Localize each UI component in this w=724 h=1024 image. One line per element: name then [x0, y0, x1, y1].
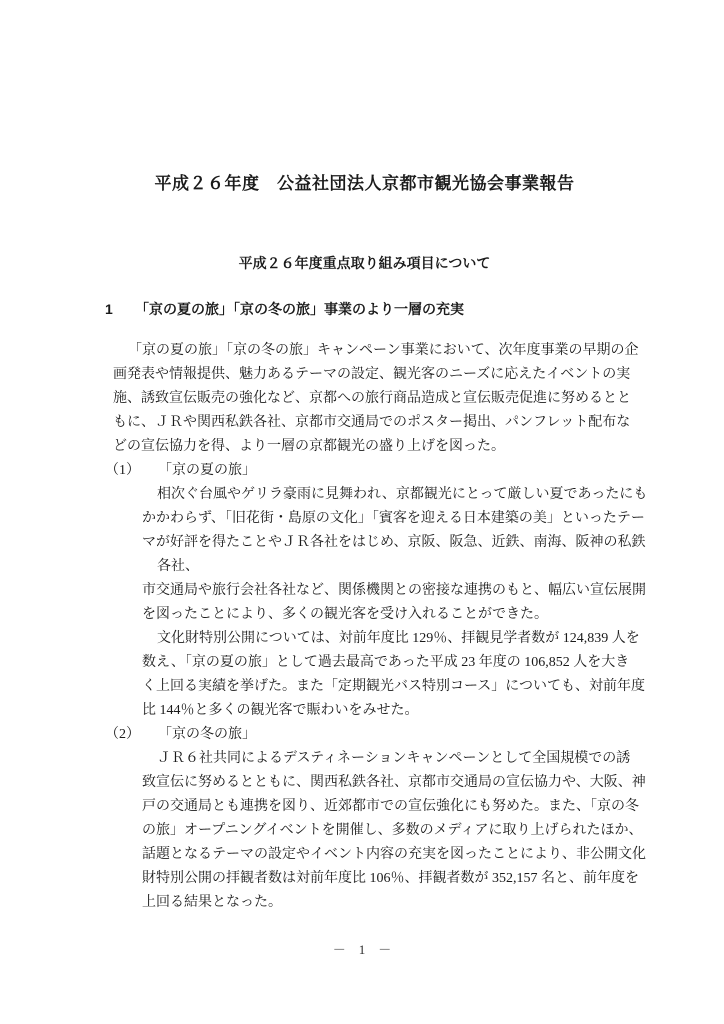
- item-title-2: 「京の冬の旅」: [158, 727, 256, 742]
- paragraph-line: どの宣伝協力を得、より一層の京都観光の盛り上げを図った。: [113, 439, 505, 454]
- intro-paragraph: [113, 339, 639, 459]
- paragraph-line: 数え、「京の夏の旅」として過去最高であった平成 23 年度の 106,852 人を大き: [142, 655, 630, 670]
- paragraph-line: マが好評を得たことやＪＲ各社をはじめ、京阪、阪急、近鉄、南海、阪神の私鉄: [142, 535, 646, 550]
- paragraph-line: 施、誘致宣伝販売の強化など、京都への旅行商品造成と宣伝販売促進に努めるとと: [113, 391, 631, 406]
- item-label-2: [105, 723, 624, 747]
- page-number: － 1 －: [332, 942, 392, 957]
- paragraph-line: 話題となるテーマの設定やイベント内容の充実を図ったことにより、非公開文化: [142, 847, 646, 862]
- item-1-paragraph-1: [142, 483, 648, 627]
- document-subtitle: 平成２６年度重点取り組み項目について: [238, 255, 491, 271]
- item-title-1: 「京の夏の旅」: [158, 463, 256, 478]
- paragraph-line: を図ったことにより、多くの観光客を受け入れることができた。: [142, 607, 548, 622]
- paragraph-line: 各社、: [157, 559, 199, 574]
- paragraph-line: 比 144％と多くの観光客で賑わいをみせた。: [142, 703, 419, 718]
- paragraph-line: 相次ぐ台風やゲリラ豪雨に見舞われ、京都観光にとって厳しい夏であったにも: [157, 487, 648, 502]
- paragraph-line: もに、ＪＲや関西私鉄各社、京都市交通局でのポスター掲出、パンフレット配布な: [113, 415, 631, 430]
- item-1-paragraph-2: [142, 627, 646, 723]
- paragraph-line: かかわらず、「旧花街・島原の文化」「賓客を迎える日本建築の美」といったテー: [142, 511, 645, 526]
- item-number-2: （2）: [105, 727, 140, 742]
- section-heading: [105, 300, 624, 318]
- paragraph-line: 上回る結果となった。: [142, 895, 282, 910]
- paragraph-line: 画発表や情報提供、魅力あるテーマの設定、観光客のニーズに応えたイベントの実: [113, 367, 631, 382]
- paragraph-line: 市交通局や旅行会社各社など、関係機関との密接な連携のもと、幅広い宣伝展開: [142, 583, 646, 598]
- section-number: 1: [105, 301, 113, 317]
- paragraph-line: く上回る実績を挙げた。また「定期観光バス特別コース」についても、対前年度: [142, 679, 646, 694]
- item-label-1: [105, 459, 624, 483]
- paragraph-line: ＪＲ６社共同によるデスティネーションキャンペーンとして全国規模での誘: [157, 751, 631, 766]
- paragraph-line: 「京の夏の旅」「京の冬の旅」キャンペーン事業において、次年度事業の早期の企: [128, 343, 639, 358]
- item-number-1: （1）: [105, 463, 140, 478]
- paragraph-line: 戸の交通局とも連携を図り、近郊都市での宣伝強化にも努めた。また、「京の冬: [142, 799, 639, 814]
- paragraph-line: 文化財特別公開については、対前年度比 129％、拝観見学者数が 124,839 人を: [157, 631, 640, 646]
- item-2-paragraph-1: [142, 747, 646, 915]
- paragraph-line: 財特別公開の拝観者数は対前年度比 106％、拝観者数が 352,157 名と、前年度を: [142, 871, 639, 886]
- section-title: 「京の夏の旅」「京の冬の旅」事業のより一層の充実: [135, 301, 464, 317]
- paragraph-line: の旅」オープニングイベントを開催し、多数のメディアに取り上げられたほか、: [142, 823, 643, 838]
- paragraph-line: 致宣伝に努めるとともに、関西私鉄各社、京都市交通局の宣伝協力や、大阪、神: [142, 775, 646, 790]
- document-title: 平成２６年度 公益社団法人京都市観光協会事業報告: [154, 174, 575, 193]
